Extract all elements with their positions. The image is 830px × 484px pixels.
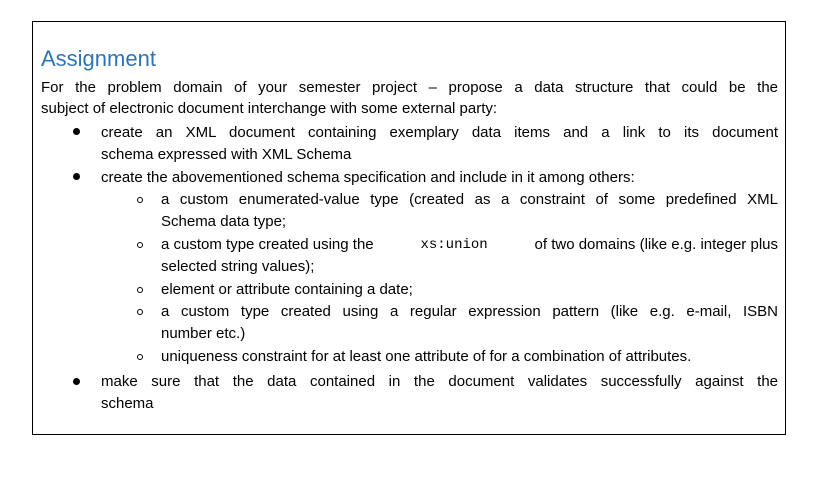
sub-2-text-before: a custom type created using the — [161, 236, 374, 253]
sub-2-text-after: of two domains (like e.g. integer plus — [534, 236, 778, 253]
bullet-3-line-2: schema — [101, 395, 154, 412]
bullet-dot-3 — [73, 378, 80, 385]
bullet-2-line-1: create the abovementioned schema specification and include in it among others: — [101, 169, 635, 186]
bullet-3-line-1: make sure that the data contained in the document validates successfully against the — [101, 373, 778, 390]
sub-4-line-1: a custom type created using a regular expression pattern (like e.g. e-mail, ISBN — [161, 303, 778, 320]
sub-2-line-1 — [161, 235, 778, 255]
sub-4-line-2: number etc.) — [161, 325, 246, 342]
bullet-1-line-2: schema expressed with XML Schema — [101, 146, 352, 163]
sub-circle-1 — [137, 197, 143, 203]
sub-2-line-2: selected string values); — [161, 258, 315, 275]
bullet-dot-2 — [73, 173, 80, 180]
assignment-heading: Assignment — [41, 46, 156, 71]
sub-1-line-2: Schema data type; — [161, 213, 287, 230]
intro-line-1: For the problem domain of your semester project – propose a data structure that could be the — [41, 79, 778, 96]
sub-circle-2 — [137, 242, 143, 248]
sub-1-line-1: a custom enumerated-value type (created as a constraint of some predefined XML — [161, 191, 778, 208]
sub-3-line-1: element or attribute containing a date; — [161, 281, 413, 298]
assignment-box — [32, 21, 786, 435]
sub-circle-4 — [137, 309, 143, 315]
sub-circle-5 — [137, 354, 143, 360]
sub-circle-3 — [137, 287, 143, 293]
bullet-1-line-1: create an XML document containing exemplary data items and a link to its document — [101, 124, 778, 141]
sub-5-line-1: uniqueness constraint for at least one attribute of for a combination of attributes. — [161, 348, 692, 365]
intro-line-2: subject of electronic document interchange with some external party: — [41, 100, 498, 117]
xs-union-code: xs:union — [420, 237, 488, 253]
bullet-dot-1 — [73, 128, 80, 135]
